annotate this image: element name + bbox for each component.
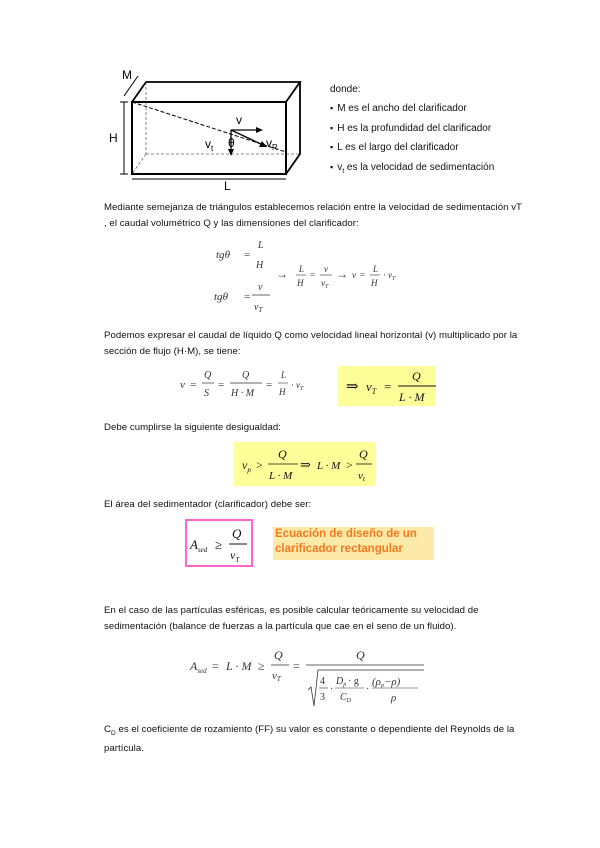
paragraph-drag-coefficient: $C_D$ es el coeficiente de rozamiento (FF) su valor es constante o dependiente del Reynolds de la partícula. [104,724,515,755]
eq4-hm: H · M [231,388,255,399]
vt-arrow-head [228,149,234,156]
eq1-num-l: L [258,240,264,251]
eq8-ased: $A_{sed}$ [190,659,207,675]
eq6-lm: L · M [269,470,293,482]
eq8-cd: $C_D$ [340,692,352,704]
eq3-equals-2: = [360,270,366,280]
eq8-rho: ρ [391,692,397,704]
eq6-lm2: L · M [317,460,341,472]
eq4-eq-1: = [190,379,197,391]
label-h: H [109,131,118,145]
eq6-vt: vt [358,470,365,483]
paragraph-similar-triangles: Mediante semejanza de triángulos establecemos relación entre la velocidad de sedimentación vT , el caudal volumétrico Q y las dimensiones del clarificador: [104,202,522,229]
eq4-h: H [279,387,286,397]
eq8-dp: $D_p$ [336,676,347,688]
eq8-rho-diff: (ρp−ρ) [372,676,401,689]
vr-arrow [231,130,263,145]
eq7-q: Q [232,526,242,541]
callout-line-1: Ecuación de diseño de un [275,528,417,540]
clarifier-diagram [100,68,330,192]
eq7-vt: $v_T$ [230,548,240,564]
eq7-ge: ≥ [215,537,223,552]
eq6-q2: Q [359,447,368,461]
eq8-eq-2: = [293,659,300,673]
eq5-lm: L · M [399,390,425,404]
eq6-q1: Q [278,447,287,461]
eq8-ge: ≥ [258,659,265,673]
eq4-v: v [180,379,185,391]
eq4-q1: Q [204,370,212,381]
callout-line-2: clarificador rectangular [275,543,403,555]
label-v: v [236,113,242,127]
legend-title: donde: [330,84,361,95]
eq6-gt-1: > [256,458,263,472]
paragraph-spherical-particles: En el caso de las partículas esféricas, es posible calcular teóricamente su velocidad de sedimentación (balance de fuerzas a la partícula que cae en el seno de un fluido). [104,605,479,632]
eq6-dbl-arrow: ⇒ [300,457,311,472]
eq7-ased: $A_{sed}$ [190,537,208,554]
equation-velocity [176,364,446,410]
paragraph-flow-section: Podemos expresar el caudal de líquido Q como velocidad lineal horizontal (v) multiplicado por la sección de flujo (H·M), se tiene: [104,330,518,357]
label-theta: θ [228,136,235,150]
eq3-num-l: L [299,264,305,274]
label-m: M [122,68,132,82]
legend-item-l: ▪ L es el largo del clarificador [330,138,494,157]
eq3-num-v: v [324,264,328,274]
eq8-q2: Q [356,648,365,662]
legend-item-h: ▪ H es la profundidad del clarificador [330,119,494,138]
eq8-vt: vT [272,670,281,683]
equation-inequality [234,442,376,486]
eq8-eq-1: = [212,659,219,673]
hidden-edge-d [132,154,146,174]
label-vt: $v_t$ [205,137,214,153]
clarifier-box-right [286,82,300,174]
eq1-den-h: H [256,260,264,271]
eq1-tg: tgθ [216,249,230,261]
eq4-vt: $v_T$ [296,380,304,392]
eq6-vp: $v_p$ [242,458,251,474]
eq3-arrow-1: → [276,267,288,281]
label-l: L [224,179,231,192]
equation-area [185,519,253,567]
eq3-den-vt: $v_T$ [321,278,329,290]
eq3-num-l2: L [373,264,379,274]
v-arrow-head [256,127,263,133]
equation-stokes [186,640,446,712]
eq8-dot-2: · [366,684,370,695]
design-equation-callout [273,527,434,560]
eq8-q1: Q [274,648,283,662]
eq3-den-h: H [297,278,304,288]
eq5-eq: = [384,379,392,394]
eq3-dot: · [383,270,386,280]
eq1-equals: = [244,249,251,261]
eq3-arrow-2: → [336,267,348,281]
eq8-dot-1: · [330,684,334,695]
diagram-legend [330,80,494,181]
clarifier-box-top [132,82,300,102]
eq5-vt: $v_T$ [366,379,377,396]
eq5-q: Q [412,369,421,383]
eq4-l: L [281,370,287,380]
eq8-g: · g [348,676,359,687]
eq3-den-h2: H [371,278,378,288]
paragraph-area: El área del sedimentador (clarificador) debe ser: [104,499,312,510]
equation-tangent [210,232,410,318]
eq3-vt: $v_T$ [388,270,396,282]
legend-item-m: ▪ M es el ancho del clarificador [330,99,494,118]
eq4-s: S [204,388,209,399]
eq4-eq-2: = [218,379,225,391]
legend-item-vt: ▪ $v_t$ es la velocidad de sedimentación [330,158,494,181]
paragraph-inequality: Debe cumplirse la siguiente desigualdad: [104,422,281,433]
eq3-v: v [352,270,356,280]
eq4-q2: Q [242,370,250,381]
eq2-equals: = [244,291,251,303]
eq2-num-v: v [258,282,263,293]
eq6-gt-2: > [346,458,353,472]
eq4-dot: · [291,380,294,390]
eq8-three: 3 [320,692,325,703]
label-vr: $v_R$ [266,136,278,152]
eq4-eq-3: = [266,379,273,391]
eq2-tg: tgθ [214,291,228,303]
eq5-dbl-arrow: ⇒ [346,379,359,395]
eq8-four: 4 [320,676,325,687]
eq3-equals-1: = [310,270,316,280]
eq8-lm: L · M [226,659,252,673]
eq2-den-vt: $v_T$ [254,302,263,314]
